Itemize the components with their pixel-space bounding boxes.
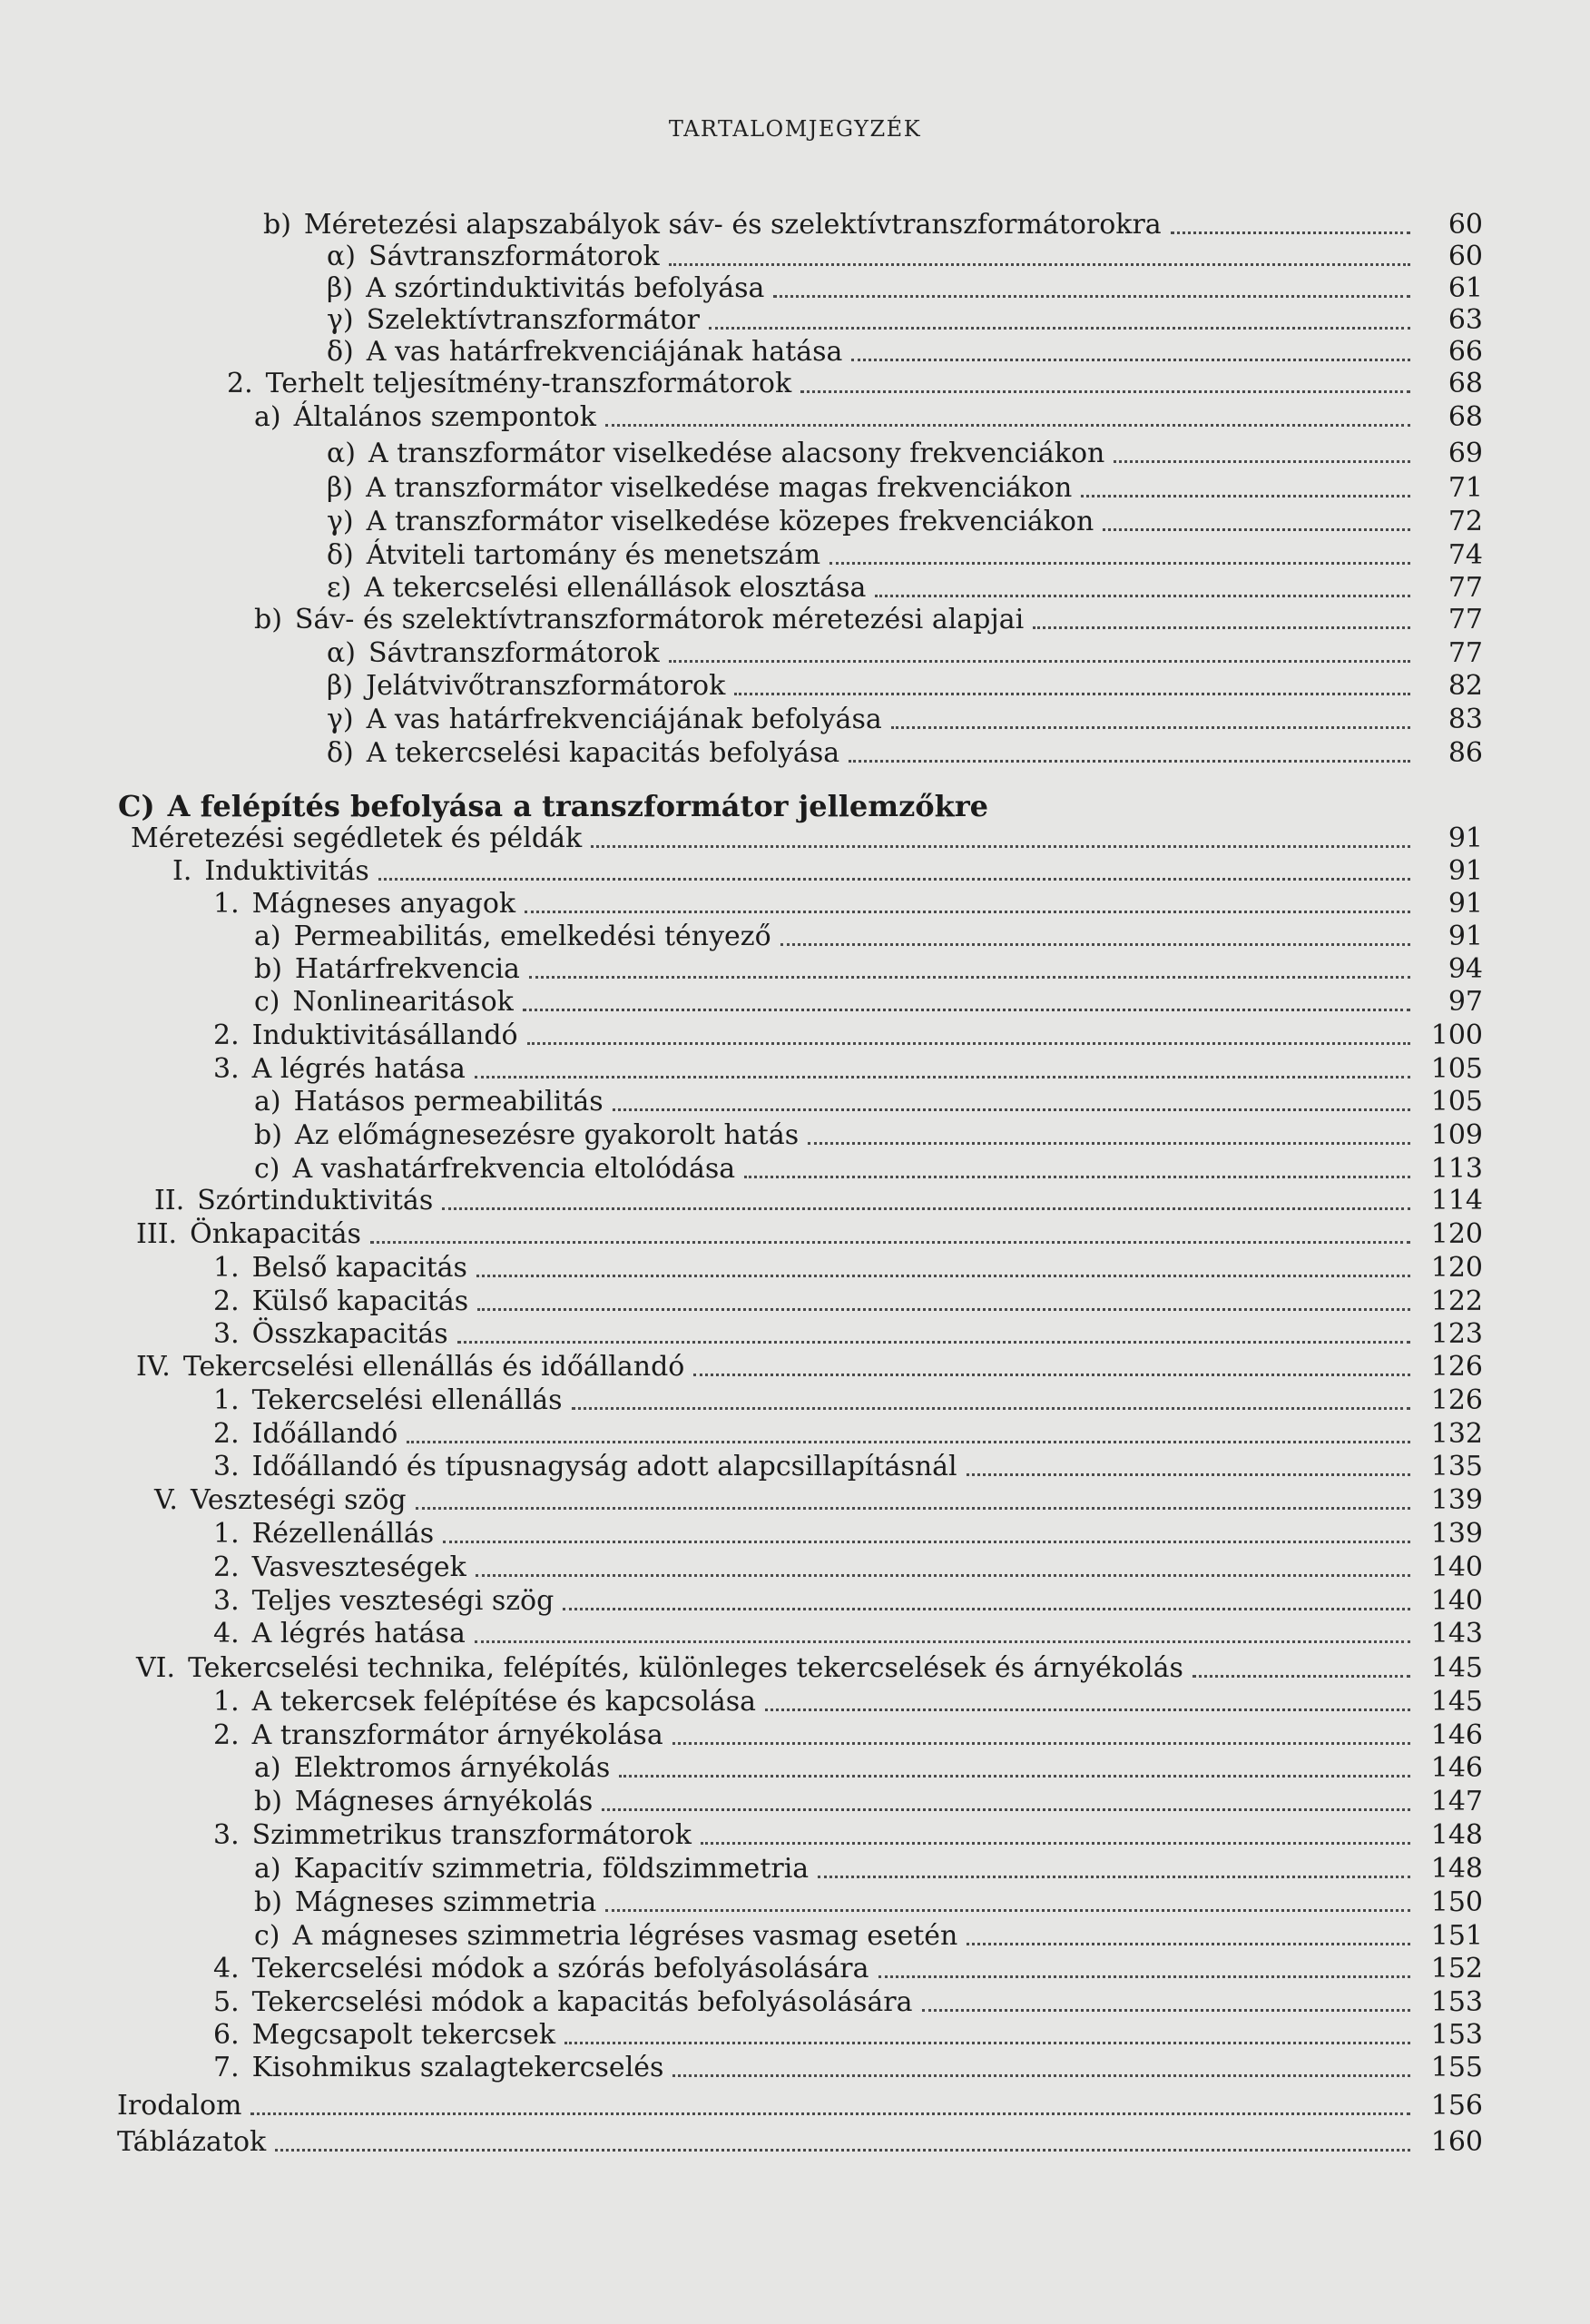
toc-entry-title: A szórtinduktivitás befolyása bbox=[366, 272, 765, 304]
toc-entry-page: 69 bbox=[1448, 438, 1483, 469]
toc-entry bbox=[0, 302, 1590, 339]
dot-leader bbox=[669, 263, 1410, 266]
toc-entry-title: Terhelt teljesítmény-transzformátorok bbox=[265, 368, 792, 399]
toc-entry-page: 97 bbox=[1448, 986, 1483, 1018]
toc-entry-title: Mágneses anyagok bbox=[251, 888, 516, 920]
toc-entry-title: Szelektívtranszformátor bbox=[366, 304, 700, 336]
toc-entry bbox=[0, 1383, 1590, 1419]
dot-leader bbox=[416, 1507, 1410, 1510]
toc-entry-number: α) bbox=[327, 241, 356, 272]
toc-entry-title: Induktivitásállandó bbox=[251, 1019, 518, 1051]
dot-leader bbox=[672, 1742, 1410, 1745]
toc-entry-title: Jelátvivőtranszformátorok bbox=[366, 670, 726, 702]
toc-entry-page: 155 bbox=[1430, 2052, 1483, 2083]
toc-entry-title: A légrés hatása bbox=[251, 1618, 466, 1649]
dot-leader bbox=[442, 1207, 1410, 1210]
dot-leader bbox=[443, 1541, 1410, 1543]
toc-entry-number: VI. bbox=[136, 1652, 176, 1684]
toc-entry-title: Teljes veszteségi szög bbox=[251, 1585, 555, 1617]
toc-entry-title: Összkapacitás bbox=[251, 1318, 448, 1350]
toc-entry bbox=[0, 853, 1590, 890]
toc-entry bbox=[0, 1650, 1590, 1687]
toc-entry-title: Időállandó és típusnagyság adott alapcsillapításnál bbox=[251, 1451, 957, 1482]
toc-entry-number: γ) bbox=[327, 304, 354, 336]
dot-leader bbox=[734, 693, 1410, 695]
toc-entry-number: 7. bbox=[213, 2052, 240, 2083]
dot-leader bbox=[1192, 1675, 1410, 1678]
toc-entry-number: 1. bbox=[213, 1686, 240, 1718]
toc-entry-title: Sávtranszformátorok bbox=[368, 637, 660, 669]
toc-entry bbox=[0, 886, 1590, 922]
toc-entry-title: Induktivitás bbox=[204, 855, 369, 887]
toc-entry bbox=[0, 207, 1590, 243]
toc-entry-title: Belső kapacitás bbox=[251, 1252, 467, 1284]
toc-entry-number: 2. bbox=[213, 1719, 240, 1751]
toc-entry-title: Sávtranszformátorok bbox=[368, 241, 660, 272]
toc-entry-page: 123 bbox=[1430, 1318, 1483, 1350]
toc-entry-page: 146 bbox=[1430, 1752, 1483, 1784]
toc-entry-title: Méretezési alapszabályok sáv- és szelektívtranszformátorokra bbox=[303, 209, 1162, 241]
dot-leader bbox=[1081, 495, 1410, 497]
toc-entry-title: Táblázatok bbox=[117, 2126, 267, 2158]
toc-entry-title: A tekercselési kapacitás befolyása bbox=[366, 737, 840, 769]
dot-leader bbox=[669, 660, 1410, 663]
toc-entry bbox=[0, 1216, 1590, 1253]
toc-entry bbox=[0, 702, 1590, 738]
toc-entry-number: α) bbox=[327, 438, 356, 469]
dot-leader bbox=[250, 2112, 1410, 2115]
toc-entry-page: 91 bbox=[1448, 822, 1483, 854]
toc-entry bbox=[0, 2017, 1590, 2053]
toc-entry-title: Tekercselési ellenállás és időállandó bbox=[182, 1351, 685, 1383]
toc-entry-title: Sáv- és szelektívtranszformátorok méretezési alapjai bbox=[294, 604, 1025, 635]
toc-entry-page: 86 bbox=[1448, 737, 1483, 769]
toc-entry-title: Megcsapolt tekercsek bbox=[251, 2019, 556, 2051]
toc-entry-title: A mágneses szimmetria légréses vasmag esetén bbox=[292, 1920, 958, 1952]
toc-entry-title: A légrés hatása bbox=[251, 1053, 466, 1085]
dot-leader bbox=[475, 1640, 1410, 1643]
toc-entry-page: 77 bbox=[1448, 572, 1483, 604]
dot-leader bbox=[564, 2042, 1410, 2044]
toc-entry bbox=[0, 1851, 1590, 1887]
toc-entry-number: β) bbox=[327, 272, 354, 304]
toc-entry bbox=[0, 1349, 1590, 1385]
toc-entry-page: 126 bbox=[1430, 1351, 1483, 1383]
toc-entry bbox=[0, 1449, 1590, 1485]
toc-entry-page: 74 bbox=[1448, 539, 1483, 571]
toc-entry-page: 120 bbox=[1430, 1252, 1483, 1284]
page-header: TARTALOMJEGYZÉK bbox=[668, 116, 922, 142]
toc-entry-page: 109 bbox=[1430, 1119, 1483, 1151]
toc-entry-page: 152 bbox=[1430, 1953, 1483, 1984]
toc-entry-title: A transzformátor árnyékolása bbox=[251, 1719, 663, 1751]
toc-entry-page: 105 bbox=[1430, 1053, 1483, 1085]
toc-entry-page: 68 bbox=[1448, 401, 1483, 433]
toc-entry-title: A transzformátor viselkedése közepes frekvenciákon bbox=[366, 506, 1094, 537]
toc-entry-number: 2. bbox=[213, 1418, 240, 1450]
toc-entry bbox=[0, 1718, 1590, 1754]
toc-entry bbox=[0, 334, 1590, 370]
toc-entry bbox=[0, 570, 1590, 606]
toc-entry-page: 68 bbox=[1448, 368, 1483, 399]
toc-entry bbox=[0, 239, 1590, 275]
toc-entry-title: A transzformátor viselkedése alacsony frekvenciákon bbox=[368, 438, 1105, 469]
toc-entry-title: Tekercselési módok a kapacitás befolyásolására bbox=[251, 1986, 913, 2018]
toc-entry-title: A tekercselési ellenállások elosztása bbox=[364, 572, 867, 604]
toc-entry-number: δ) bbox=[327, 539, 354, 571]
dot-leader bbox=[572, 1407, 1410, 1410]
toc-entry-page: 150 bbox=[1430, 1886, 1483, 1918]
toc-entry bbox=[0, 1550, 1590, 1586]
toc-entry-page: 91 bbox=[1448, 921, 1483, 952]
toc-entry-number: 2. bbox=[213, 1019, 240, 1051]
toc-entry bbox=[0, 1151, 1590, 1187]
toc-entry-page: 63 bbox=[1448, 304, 1483, 336]
toc-entry-page: 94 bbox=[1448, 953, 1483, 985]
toc-entry-page: 82 bbox=[1448, 670, 1483, 702]
toc-entry bbox=[0, 1084, 1590, 1120]
toc-entry bbox=[0, 470, 1590, 507]
toc-entry-page: 145 bbox=[1430, 1652, 1483, 1684]
dot-leader bbox=[851, 359, 1410, 361]
toc-entry-title: Általános szempontok bbox=[293, 401, 596, 433]
toc-entry bbox=[0, 1516, 1590, 1552]
toc-entry-number: b) bbox=[254, 604, 282, 635]
toc-entry bbox=[0, 1616, 1590, 1652]
toc-entry-title: Vasveszteségek bbox=[251, 1551, 466, 1583]
toc-entry-page: 71 bbox=[1448, 472, 1483, 504]
toc-entry-number: 1. bbox=[213, 1518, 240, 1550]
toc-entry bbox=[0, 436, 1590, 472]
toc-entry-title: Szórtinduktivitás bbox=[197, 1185, 434, 1216]
toc-entry-page: 83 bbox=[1448, 704, 1483, 735]
toc-entry-title: Veszteségi szög bbox=[190, 1484, 407, 1516]
toc-entry bbox=[0, 984, 1590, 1020]
toc-entry-page: 139 bbox=[1430, 1518, 1483, 1550]
toc-entry-number: ε) bbox=[327, 572, 352, 604]
toc-entry-title: Tekercselési módok a szórás befolyásolására bbox=[251, 1953, 869, 1984]
toc-entry bbox=[0, 1482, 1590, 1519]
dot-leader bbox=[476, 1574, 1410, 1577]
toc-entry-page: 126 bbox=[1430, 1384, 1483, 1416]
toc-entry-page: 91 bbox=[1448, 888, 1483, 920]
dot-leader bbox=[602, 1808, 1410, 1811]
dot-leader bbox=[922, 2009, 1411, 2012]
toc-entry-number: III. bbox=[136, 1218, 178, 1250]
toc-entry-number: β) bbox=[327, 670, 354, 702]
toc-entry-number: 3. bbox=[213, 1451, 240, 1482]
toc-entry-page: 61 bbox=[1448, 272, 1483, 304]
toc-entry-number: 3. bbox=[213, 1585, 240, 1617]
toc-entry-title: Elektromos árnyékolás bbox=[293, 1752, 611, 1784]
dot-leader bbox=[709, 327, 1410, 330]
toc-entry bbox=[0, 919, 1590, 955]
toc-entry bbox=[0, 602, 1590, 638]
toc-entry-number: 1. bbox=[213, 888, 240, 920]
toc-entry-title: Külső kapacitás bbox=[251, 1285, 469, 1317]
toc-entry-page: 132 bbox=[1430, 1418, 1483, 1450]
toc-entry-page: 60 bbox=[1448, 241, 1483, 272]
toc-entry-page: 120 bbox=[1430, 1218, 1483, 1250]
toc-entry-number: 3. bbox=[213, 1318, 240, 1350]
toc-entry bbox=[0, 2088, 1590, 2124]
toc-entry-number: c) bbox=[254, 1153, 280, 1185]
dot-leader bbox=[475, 1076, 1410, 1078]
toc-entry-page: 91 bbox=[1448, 855, 1483, 887]
toc-entry-number: δ) bbox=[327, 336, 354, 368]
dot-leader bbox=[370, 1241, 1410, 1244]
dot-leader bbox=[563, 1608, 1410, 1610]
toc-entry-number: δ) bbox=[327, 737, 354, 769]
toc-entry-page: 153 bbox=[1430, 2019, 1483, 2051]
toc-entry-number: b) bbox=[254, 1119, 282, 1151]
toc-entry-number: V. bbox=[154, 1484, 178, 1516]
dot-leader bbox=[1033, 626, 1410, 629]
dot-leader bbox=[878, 1975, 1411, 1978]
toc-entry-page: 156 bbox=[1430, 2090, 1483, 2122]
toc-entry bbox=[0, 1051, 1590, 1088]
dot-leader bbox=[849, 760, 1410, 763]
toc-entry bbox=[0, 951, 1590, 988]
toc-entry bbox=[0, 1885, 1590, 1921]
dot-leader bbox=[773, 295, 1410, 298]
toc-entry-number: b) bbox=[254, 1886, 282, 1918]
toc-entry-number: 4. bbox=[213, 1953, 240, 1984]
toc-entry-page: 72 bbox=[1448, 506, 1483, 537]
toc-entry-number: 1. bbox=[213, 1252, 240, 1284]
toc-entry-number: a) bbox=[254, 1752, 281, 1784]
toc-entry bbox=[0, 1284, 1590, 1320]
dot-leader bbox=[1114, 460, 1410, 463]
dot-leader bbox=[829, 562, 1410, 565]
dot-leader bbox=[800, 390, 1410, 393]
toc-entry bbox=[0, 1250, 1590, 1286]
dot-leader bbox=[967, 1943, 1410, 1945]
toc-entry-title: Tekercselési technika, felépítés, különleges tekercselések és árnyékolás bbox=[188, 1652, 1183, 1684]
toc-entry-page: 140 bbox=[1430, 1585, 1483, 1617]
toc-entry-title: Időállandó bbox=[251, 1418, 398, 1450]
toc-entry-title: Határfrekvencia bbox=[294, 953, 520, 985]
toc-entry-number: II. bbox=[154, 1185, 185, 1216]
dot-leader bbox=[476, 1275, 1410, 1277]
toc-entry bbox=[0, 1984, 1590, 2021]
toc-entry-number: b) bbox=[254, 1786, 282, 1817]
dot-leader bbox=[818, 1876, 1410, 1878]
toc-entry bbox=[0, 271, 1590, 307]
toc-entry-title: Mágneses szimmetria bbox=[294, 1886, 597, 1918]
dot-leader bbox=[457, 1341, 1410, 1344]
toc-entry bbox=[0, 1684, 1590, 1720]
toc-entry-page: 140 bbox=[1430, 1551, 1483, 1583]
toc-entry-page: 146 bbox=[1430, 1719, 1483, 1751]
toc-entry bbox=[0, 399, 1590, 436]
toc-entry bbox=[0, 1951, 1590, 1987]
toc-entry bbox=[0, 1316, 1590, 1353]
toc-entry bbox=[0, 788, 1590, 824]
toc-entry bbox=[0, 668, 1590, 704]
toc-entry bbox=[0, 1817, 1590, 1854]
toc-entry bbox=[0, 1118, 1590, 1154]
toc-entry-number: a) bbox=[254, 1086, 281, 1118]
dot-leader bbox=[875, 595, 1410, 597]
toc-entry-title: Nonlinearitások bbox=[292, 986, 514, 1018]
toc-entry-title: A felépítés befolyása a transzformátor jellemzőkre bbox=[167, 789, 989, 823]
toc-entry-title: Önkapacitás bbox=[190, 1218, 361, 1250]
toc-entry-page: 160 bbox=[1430, 2126, 1483, 2158]
toc-entry-number: a) bbox=[254, 1853, 281, 1885]
dot-leader bbox=[967, 1473, 1410, 1476]
toc-entry bbox=[0, 1018, 1590, 1054]
toc-entry-page: 114 bbox=[1430, 1185, 1483, 1216]
toc-entry-page: 148 bbox=[1430, 1819, 1483, 1851]
dot-leader bbox=[523, 1009, 1410, 1011]
toc-entry bbox=[0, 1784, 1590, 1820]
toc-entry-number: C) bbox=[118, 789, 155, 823]
toc-entry bbox=[0, 635, 1590, 672]
toc-entry-number: 5. bbox=[213, 1986, 240, 2018]
toc-entry-number: IV. bbox=[136, 1351, 171, 1383]
dot-leader bbox=[765, 1709, 1410, 1711]
toc-entry-number: a) bbox=[254, 401, 281, 433]
toc-entry-page: 122 bbox=[1430, 1285, 1483, 1317]
toc-entry-number: γ) bbox=[327, 704, 354, 735]
toc-entry-number: 4. bbox=[213, 1618, 240, 1649]
dot-leader bbox=[605, 424, 1410, 427]
toc-entry-number: c) bbox=[254, 1920, 280, 1952]
toc-entry-number: 2. bbox=[213, 1285, 240, 1317]
dot-leader bbox=[1171, 231, 1410, 234]
dot-leader bbox=[613, 1108, 1410, 1111]
dot-leader bbox=[891, 726, 1410, 729]
dot-leader bbox=[275, 2149, 1410, 2152]
toc-entry-title: Kisohmikus szalagtekercselés bbox=[251, 2052, 664, 2083]
toc-entry-title: Mágneses árnyékolás bbox=[294, 1786, 594, 1817]
toc-entry bbox=[0, 2124, 1590, 2161]
toc-entry bbox=[0, 537, 1590, 574]
dot-leader bbox=[1103, 528, 1410, 531]
toc-entry-number: 3. bbox=[213, 1819, 240, 1851]
toc-entry-number: b) bbox=[263, 209, 291, 241]
toc-entry-page: 113 bbox=[1430, 1153, 1483, 1185]
toc-entry bbox=[0, 821, 1590, 857]
toc-entry-number: β) bbox=[327, 472, 354, 504]
toc-entry-title: Tekercselési ellenállás bbox=[251, 1384, 563, 1416]
dot-leader bbox=[525, 911, 1410, 913]
toc-entry-number: 2. bbox=[227, 368, 253, 399]
toc-entry-title: A tekercsek felépítése és kapcsolása bbox=[251, 1686, 757, 1718]
toc-entry-title: A transzformátor viselkedése magas frekvenciákon bbox=[366, 472, 1073, 504]
dot-leader bbox=[744, 1176, 1410, 1178]
dot-leader bbox=[693, 1374, 1410, 1376]
dot-leader bbox=[808, 1142, 1410, 1145]
toc-entry-number: b) bbox=[254, 953, 282, 985]
dot-leader bbox=[407, 1441, 1410, 1443]
toc-entry-page: 139 bbox=[1430, 1484, 1483, 1516]
dot-leader bbox=[591, 845, 1410, 848]
toc-entry-number: I. bbox=[172, 855, 192, 887]
dot-leader bbox=[529, 976, 1410, 979]
toc-entry-title: A vas határfrekvenciájának befolyása bbox=[366, 704, 882, 735]
toc-entry-title: Kapacitív szimmetria, földszimmetria bbox=[293, 1853, 810, 1885]
toc-entry-title: Átviteli tartomány és menetszám bbox=[366, 539, 821, 571]
dot-leader bbox=[378, 878, 1410, 881]
toc-entry-title: Irodalom bbox=[117, 2090, 242, 2122]
toc-entry-number: a) bbox=[254, 921, 281, 952]
toc-entry-title: A vas határfrekvenciájának hatása bbox=[366, 336, 843, 368]
toc-entry-page: 148 bbox=[1430, 1853, 1483, 1885]
toc-entry bbox=[0, 1583, 1590, 1620]
toc-entry-page: 77 bbox=[1448, 637, 1483, 669]
toc-entry-title: Rézellenállás bbox=[251, 1518, 435, 1550]
dot-leader bbox=[780, 943, 1410, 946]
toc-entry-title: Permeabilitás, emelkedési tényező bbox=[293, 921, 771, 952]
toc-entry-number: γ) bbox=[327, 506, 354, 537]
toc-entry bbox=[0, 1416, 1590, 1452]
toc-entry-title: Méretezési segédletek és példák bbox=[131, 822, 583, 854]
dot-leader bbox=[477, 1308, 1410, 1311]
toc-entry-page: 66 bbox=[1448, 336, 1483, 368]
toc-entry-number: α) bbox=[327, 637, 356, 669]
toc-entry bbox=[0, 2050, 1590, 2086]
toc-entry-page: 147 bbox=[1430, 1786, 1483, 1817]
toc-entry-page: 135 bbox=[1430, 1451, 1483, 1482]
toc-entry-title: A vashatárfrekvencia eltolódása bbox=[292, 1153, 736, 1185]
toc-entry-number: c) bbox=[254, 986, 280, 1018]
toc-entry bbox=[0, 1750, 1590, 1787]
toc-entry bbox=[0, 366, 1590, 402]
dot-leader bbox=[605, 1909, 1410, 1912]
toc-entry-number: 1. bbox=[213, 1384, 240, 1416]
toc-entry-title: Az előmágnesezésre gyakorolt hatás bbox=[294, 1119, 800, 1151]
dot-leader bbox=[672, 2074, 1410, 2077]
toc-entry-page: 105 bbox=[1430, 1086, 1483, 1118]
dot-leader bbox=[701, 1842, 1410, 1845]
dot-leader bbox=[619, 1775, 1410, 1777]
toc-entry-number: 6. bbox=[213, 2019, 240, 2051]
toc-entry-number: 3. bbox=[213, 1053, 240, 1085]
toc-entry-page: 143 bbox=[1430, 1618, 1483, 1649]
toc-entry-title: Hatásos permeabilitás bbox=[293, 1086, 604, 1118]
toc-entry-page: 151 bbox=[1430, 1920, 1483, 1952]
toc-entry-page: 77 bbox=[1448, 604, 1483, 635]
toc-entry-page: 145 bbox=[1430, 1686, 1483, 1718]
toc-entry-page: 153 bbox=[1430, 1986, 1483, 2018]
toc-entry bbox=[0, 1918, 1590, 1955]
toc-entry-title: Szimmetrikus transzformátorok bbox=[251, 1819, 692, 1851]
toc-entry bbox=[0, 1183, 1590, 1219]
toc-entry-page: 100 bbox=[1430, 1019, 1483, 1051]
toc-entry bbox=[0, 735, 1590, 772]
dot-leader bbox=[527, 1042, 1410, 1045]
toc-entry-page: 60 bbox=[1448, 209, 1483, 241]
toc-entry bbox=[0, 504, 1590, 540]
toc-entry-number: 2. bbox=[213, 1551, 240, 1583]
